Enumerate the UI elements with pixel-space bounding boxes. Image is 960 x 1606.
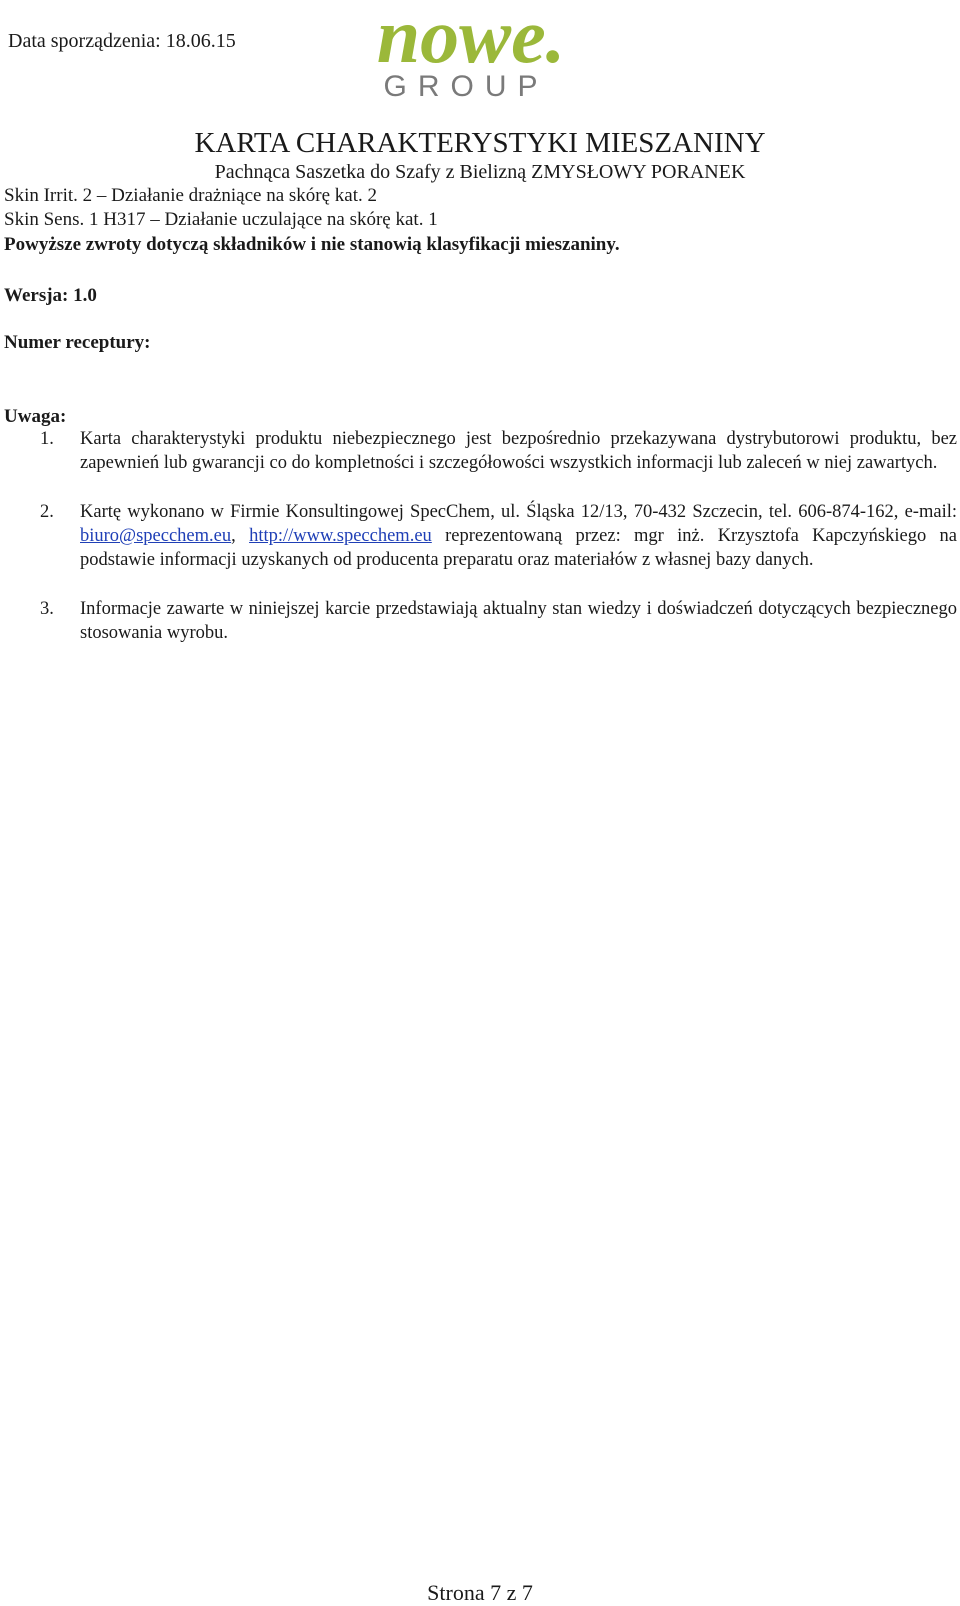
version-label: Wersja: 1.0 xyxy=(4,285,97,306)
classification-note: Powyższe zwroty dotyczą składników i nie stanowią klasyfikacji mieszaniny. xyxy=(4,234,620,255)
note-item-1 xyxy=(40,427,957,475)
link-separator: , xyxy=(231,526,250,546)
logo-word: nowe. xyxy=(376,0,566,79)
date-label: Data sporządzenia: 18.06.15 xyxy=(8,30,236,52)
page-number: Strona 7 z 7 xyxy=(427,1580,533,1605)
note-text-part-b: reprezentowaną przez: mgr inż. Krzysztofa Kapczyńskiego na podstawie informacji uzyskanych od producenta preparatu oraz materiałów z własnej bazy danych. xyxy=(80,526,957,570)
note-number: 2. xyxy=(40,502,54,522)
classification-line-1: Skin Irrit. 2 – Działanie drażniące na skórę kat. 2 xyxy=(4,185,377,206)
note-number: 3. xyxy=(40,599,54,619)
note-text-part-a: Kartę wykonano w Firmie Konsultingowej SpecChem, ul. Śląska 12/13, 70-432 Szczecin, tel. 606-874-162, e-mail: xyxy=(80,502,957,522)
email-link[interactable]: biuro@specchem.eu xyxy=(80,526,232,546)
note-text: Karta charakterystyki produktu niebezpiecznego jest bezpośrednio przekazywana dystrybutorowi produktu, bez zapewnień lub gwarancji co do kompletności i szczegółowości wszystkich informacji lub zaleceń w niej zawartych. xyxy=(80,429,957,473)
note-text xyxy=(80,500,957,572)
notes-heading: Uwaga: xyxy=(4,406,67,427)
note-number: 1. xyxy=(40,429,54,449)
recipe-number-label: Numer receptury: xyxy=(4,332,151,353)
nowe-group-logo xyxy=(346,0,596,104)
website-link[interactable]: http://www.specchem.eu xyxy=(249,526,432,546)
note-item-3 xyxy=(40,597,957,645)
classification-line-2: Skin Sens. 1 H317 – Działanie uczulające na skórę kat. 1 xyxy=(4,209,438,230)
logo-group: GROUP xyxy=(383,70,549,103)
document-title: KARTA CHARAKTERYSTYKI MIESZANINY xyxy=(194,127,766,159)
note-item-2 xyxy=(40,500,957,572)
note-text: Informacje zawarte w niniejszej karcie przedstawiają aktualny stan wiedzy i doświadczeń dotyczących bezpiecznego stosowania wyrobu. xyxy=(80,599,957,643)
product-name: Pachnąca Saszetka do Szafy z Bielizną ZMYSŁOWY PORANEK xyxy=(214,161,746,183)
